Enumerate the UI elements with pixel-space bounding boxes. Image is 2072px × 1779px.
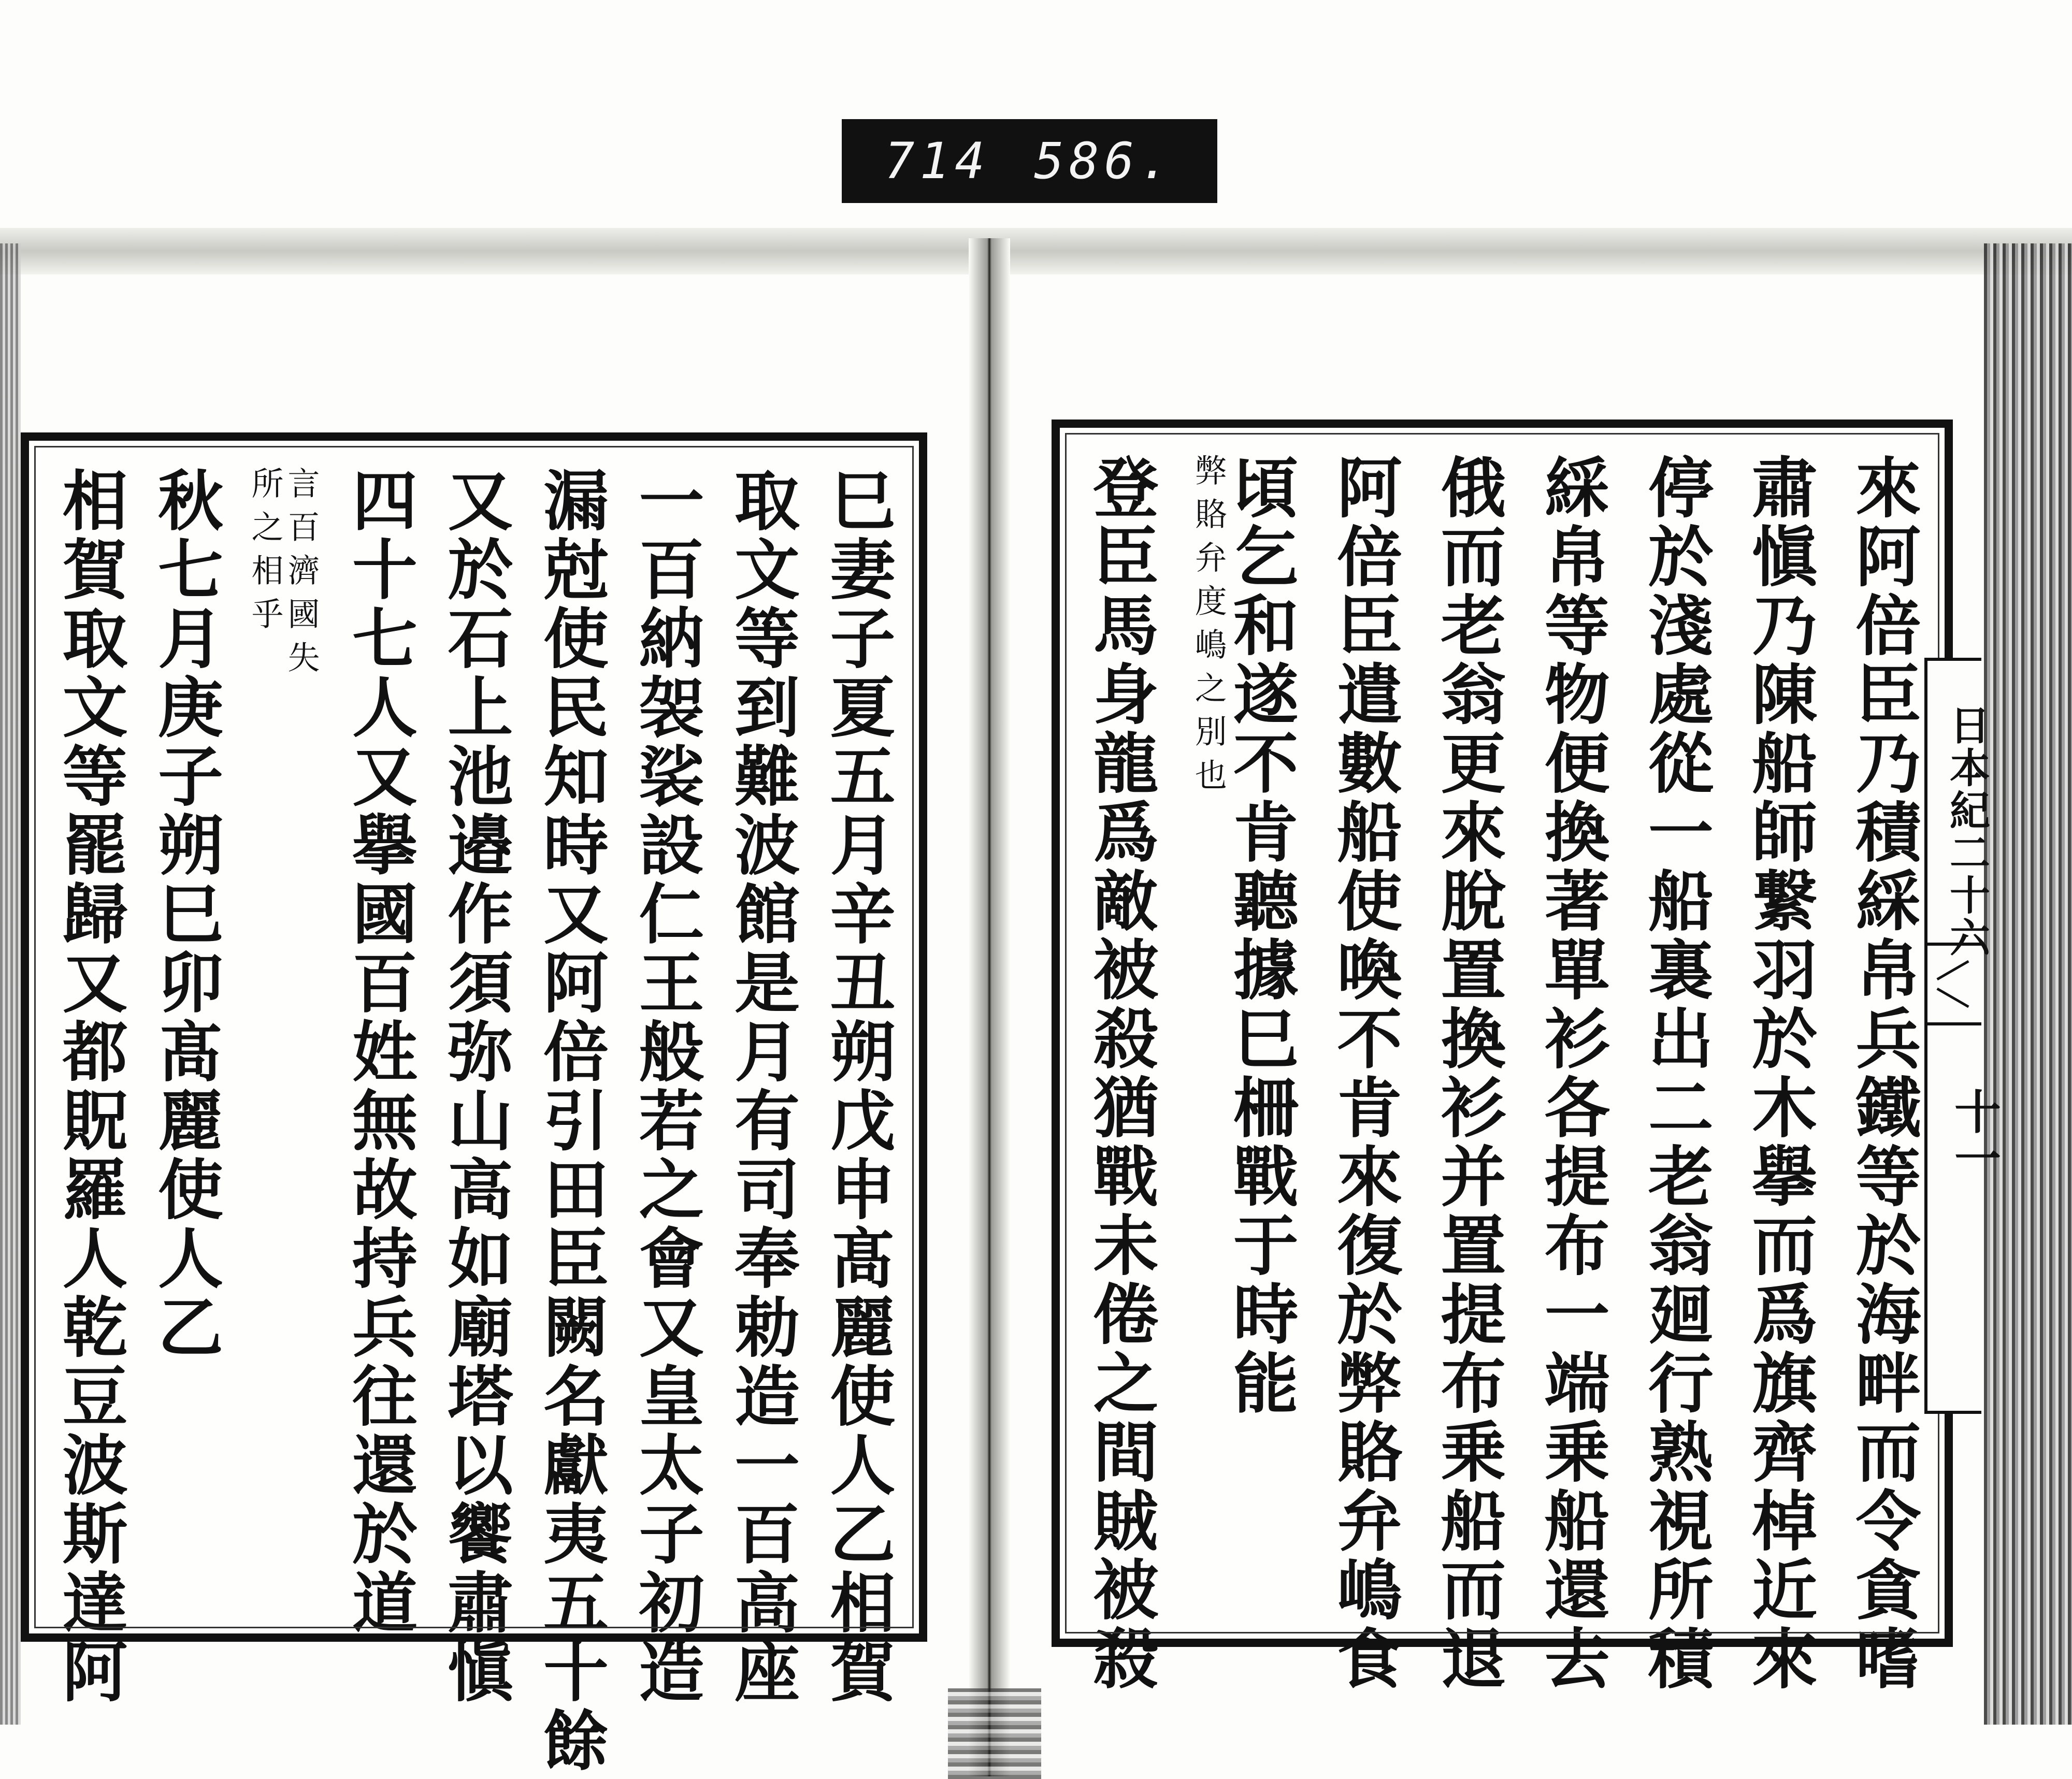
- left-note-col-b: 所之相乎: [246, 467, 284, 641]
- book-gutter: [969, 238, 1010, 1776]
- right-column-5: 俄而老翁更來脫置換衫并置提布乗船而退: [1430, 454, 1507, 1694]
- left-column-8: 相賀取文等罷歸又都貺羅人乾豆波斯達阿: [52, 467, 128, 1706]
- margin-page-number: 十一: [1946, 1088, 2001, 1181]
- right-column-2: 肅愼乃陳船師繋羽於木擧而爲旗齊棹近來: [1741, 454, 1818, 1694]
- right-column-4: 綵帛等物便換著單衫各提布一端乗船還去: [1534, 454, 1611, 1694]
- right-note-block: [1189, 454, 1300, 1613]
- scan-volume-number: 714: [884, 132, 990, 190]
- right-column-7: 頃乞和遂不肯聽據巳柵戰于時能: [1222, 454, 1300, 1418]
- gutter-bottom-shadow: [948, 1688, 1041, 1779]
- left-column-4: 漏尅使民知時又阿倍引田臣闕名獻夷五十餘: [533, 467, 610, 1775]
- right-page-text: [1083, 454, 1922, 1694]
- left-column-7: 秋七月庚子朔巳卯髙麗使人乙: [147, 467, 224, 1362]
- left-column-3: 一百納袈裟設仁王般若之會又皇太子初造: [628, 467, 705, 1706]
- left-column-2: 取文等到難波館是月有司奉勅造一百高座: [724, 467, 801, 1706]
- left-page-edge: [0, 243, 21, 1725]
- left-page-text: [52, 467, 896, 1775]
- fishtail-ornament: [1924, 943, 1981, 1025]
- left-column-5: 又於石上池邉作須弥山高如廟塔以饗肅愼: [437, 467, 514, 1706]
- right-column-6: 阿倍臣遣數船使喚不肯來復於弊賂弁嶋食: [1326, 454, 1403, 1694]
- left-page-frame: [21, 432, 927, 1775]
- archive-scan-label: [842, 119, 1217, 203]
- right-page-edge: [1984, 243, 2072, 1725]
- right-inline-note: 弊賂弁度嶋之別也: [1189, 454, 1228, 802]
- margin-book-title: 日本紀二十六: [1943, 704, 1990, 959]
- left-note-block: [246, 467, 320, 1608]
- left-column-6: 四十七人又擧國百姓無故持兵往還於道: [341, 467, 419, 1638]
- left-note-col-a: 言百濟國失: [282, 467, 320, 684]
- scan-sheet-number: 586.: [1034, 132, 1175, 190]
- left-column-1: 巳妻子夏五月辛丑朔戊申髙麗使人乙相賀: [819, 467, 896, 1706]
- right-column-8: 登臣馬身龍爲敵被殺猶戰未倦之間賊被殺: [1083, 454, 1159, 1694]
- right-column-3: 停於淺處從一船裏出二老翁廻行熟視所積: [1637, 454, 1715, 1694]
- right-column-1: 來阿倍臣乃積綵帛兵鐵等於海畔而令貪嗜: [1845, 454, 1922, 1694]
- right-page-frame: [1052, 420, 1953, 1694]
- book-binding-shadow: [0, 228, 2072, 274]
